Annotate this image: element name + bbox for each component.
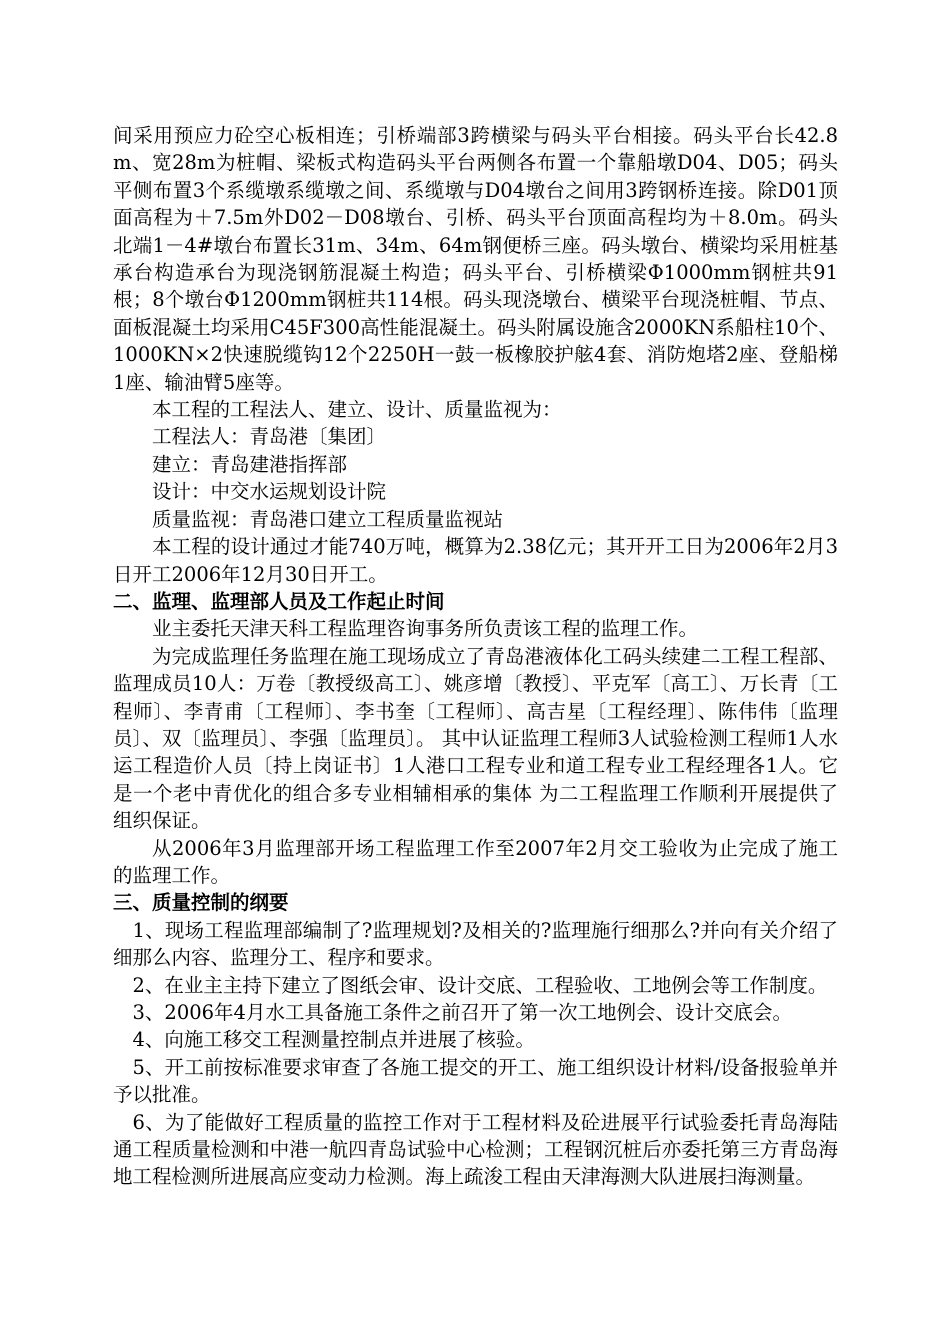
section-2-heading: 二、监理、监理部人员及工作起止时间 [113, 589, 445, 613]
section-2-paragraph-1: 业主委托天津天科工程监理咨询事务所负责该工程的监理工作。 [152, 617, 699, 641]
document-page [113, 122, 838, 1191]
list-item: 4、向施工移交工程测量控制点并进展了核验。 [132, 1028, 535, 1052]
capacity-budget-paragraph: 本工程的设计通过才能740万吨，概算为2.38亿元；其开开工日为2006年2月3日开工2006年12月30日开工。 [113, 535, 838, 586]
project-designer: 设计：中交水运规划设计院 [152, 480, 387, 504]
section-2-paragraph-2: 为完成监理任务监理在施工现场成立了青岛港液体化工码头续建二工程工程部、监理成员10人：万卷〔教授级高工〕、姚彦增〔教授〕、平克军〔高工〕、万长青〔工程师〕、李青甫〔工程师〕、李书奎〔工程师〕、高吉星〔工程经理〕、陈伟伟〔监理员〕、双〔监理员〕、李强〔监理员〕。 其中认证监理工程师3人试验检测工程师1人水运工程造价人员〔持上岗证书〕1人港口工程专业和道工程专业工程经理各1人。它是一个老中青优化的组合多专业相辅相承的集体 为二工程监理工作顺利开展提供了组织保证。 [113, 644, 838, 833]
project-builder: 建立：青岛建港指挥部 [152, 452, 348, 476]
parties-intro: 本工程的工程法人、建立、设计、质量监视为： [152, 398, 562, 422]
list-item: 6、为了能做好工程质量的监控工作对于工程材料及砼进展平行试验委托青岛海陆通工程质量检测和中港一航四青岛试验中心检测；工程钢沉桩后亦委托第三方青岛海地工程检测所进展高应变动力检测。海上疏浚工程由天津海测大队进展扫海测量。 [113, 1110, 838, 1189]
list-item: 3、2006年4月水工具备施工条件之前召开了第一次工地例会、设计交底会。 [132, 1001, 792, 1024]
list-item: 5、开工前按标准要求审查了各施工提交的开工、施工组织设计材料/设备报验单并予以批准。 [113, 1055, 838, 1107]
list-item: 2、在业主主持下建立了图纸会审、设计交底、工程验收、工地例会等工作制度。 [132, 973, 828, 997]
section-2-paragraph-3: 从2006年3月监理部开场工程监理工作至2007年2月交工验收为止完成了施工的监理工作。 [113, 836, 838, 887]
quality-supervision: 质量监视：青岛港口建立工程质量监视站 [152, 507, 504, 531]
list-item: 1、现场工程监理部编制了?监理规划?及相关的?监理施行细那么?并向有关介绍了细那么内容、监理分工、程序和要求。 [113, 918, 838, 970]
project-description-paragraph: 间采用预应力砼空心板相连；引桥端部3跨横梁与码头平台相接。码头平台长42.8m、宽28m为桩帽、梁板式构造码头平台两侧各布置一个靠船墩D04、D05；码头平侧布置3个系缆墩系缆墩之间、系缆墩与D04墩台之间用3跨钢桥连接。除D01顶面高程为＋7.5m外D02－D08墩台、引桥、码头平台顶面高程均为＋8.0m。码头北端1－4#墩台布置长31m、34m、64m钢便桥三座。码头墩台、横梁均采用桩基承台构造承台为现浇钢筋混凝土构造；码头平台、引桥横梁Φ1000mm钢桩共91根；8个墩台Φ1200mm钢桩共114根。码头现浇墩台、横梁平台现浇桩帽、节点、面板混凝土均采用C45F300高性能混凝土。码头附属设施含2000KN系船柱10个、1000KN×2快速脱缆钩12个2250H一鼓一板橡胶护舷4套、消防炮塔2座、登船梯1座、输油臂5座等。 [113, 124, 838, 394]
section-3-heading: 三、质量控制的纲要 [113, 891, 289, 915]
project-owner: 工程法人：青岛港〔集团〕 [152, 425, 387, 449]
